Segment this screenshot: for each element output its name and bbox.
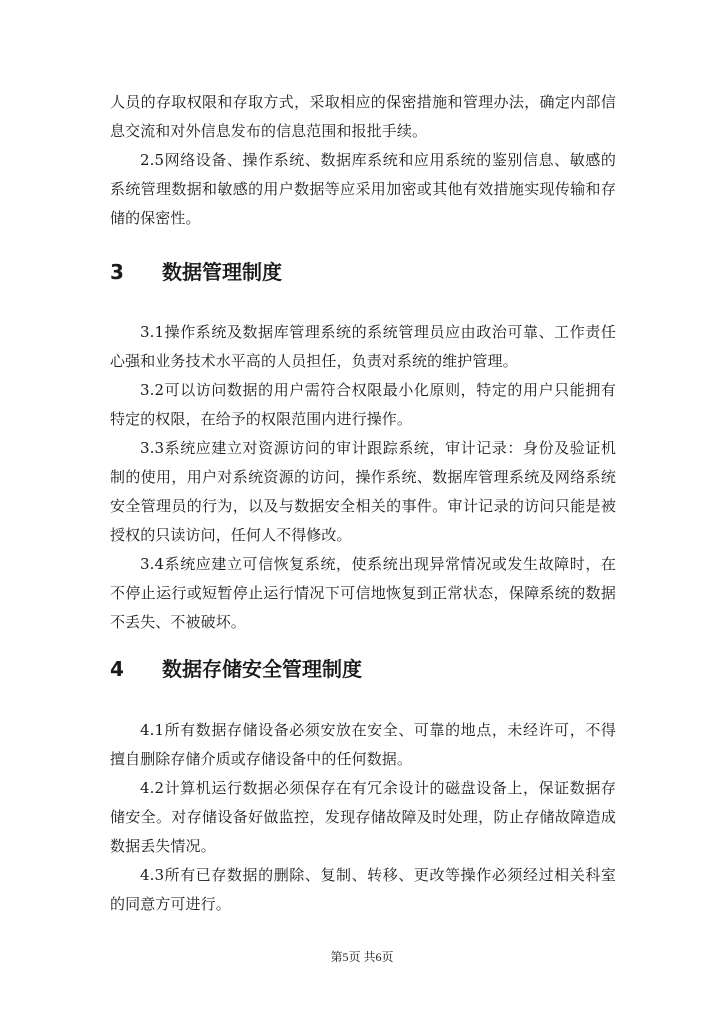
section-3-paragraph-2: 3.2可以访问数据的用户需符合权限最小化原则，特定的用户只能拥有特定的权限，在给予的权限范围内进行操作。 [110, 381, 616, 428]
section-3-number: 3 [110, 260, 124, 284]
page-footer: 第5页 共6页 [330, 950, 394, 964]
section-4-heading [110, 655, 362, 683]
section-3-paragraph-4: 3.4系统应建立可信恢复系统，使系统出现异常情况或发生故障时，在不停止运行或短暂停止运行情况下可信地恢复到正常状态，保障系统的数据不丢失、不被破坏。 [110, 555, 616, 631]
intro-block [110, 88, 616, 233]
section-4-number: 4 [110, 657, 124, 681]
section-4-paragraph-2: 4.2计算机运行数据必须保存在有冗余设计的磁盘设备上，保证数据存储安全。对存储设备好做监控，发现存储故障及时处理，防止存储故障造成数据丢失情况。 [110, 779, 616, 855]
section-3-paragraph-3: 3.3系统应建立对资源访问的审计跟踪系统，审计记录：身份及验证机制的使用，用户对系统资源的访问，操作系统、数据库管理系统及网络系统安全管理员的行为，以及与数据安全相关的事件。审计记录的访问只能是被授权的只读访问，任何人不得修改。 [110, 439, 616, 544]
section-3-body [110, 318, 616, 637]
section-4-body [110, 716, 616, 919]
intro-paragraph-1: 人员的存取权限和存取方式，采取相应的保密措施和管理办法，确定内部信息交流和对外信息发布的信息范围和报批手续。 [110, 93, 616, 140]
section-4-paragraph-1: 4.1所有数据存储设备必须安放在安全、可靠的地点，未经许可，不得擅自删除存储介质或存储设备中的任何数据。 [110, 721, 616, 768]
section-4-paragraph-3: 4.3所有已存数据的删除、复制、转移、更改等操作必须经过相关科室的同意方可进行。 [110, 866, 616, 913]
section-4-title: 数据存储安全管理制度 [162, 657, 362, 681]
section-3-title: 数据管理制度 [162, 260, 282, 284]
intro-paragraph-2: 2.5网络设备、操作系统、数据库系统和应用系统的鉴别信息、敏感的系统管理数据和敏感的用户数据等应采用加密或其他有效措施实现传输和存储的保密性。 [110, 151, 616, 227]
section-3-heading [110, 258, 282, 286]
section-3-paragraph-1: 3.1操作系统及数据库管理系统的系统管理员应由政治可靠、工作责任心强和业务技术水平高的人员担任，负责对系统的维护管理。 [110, 323, 616, 370]
